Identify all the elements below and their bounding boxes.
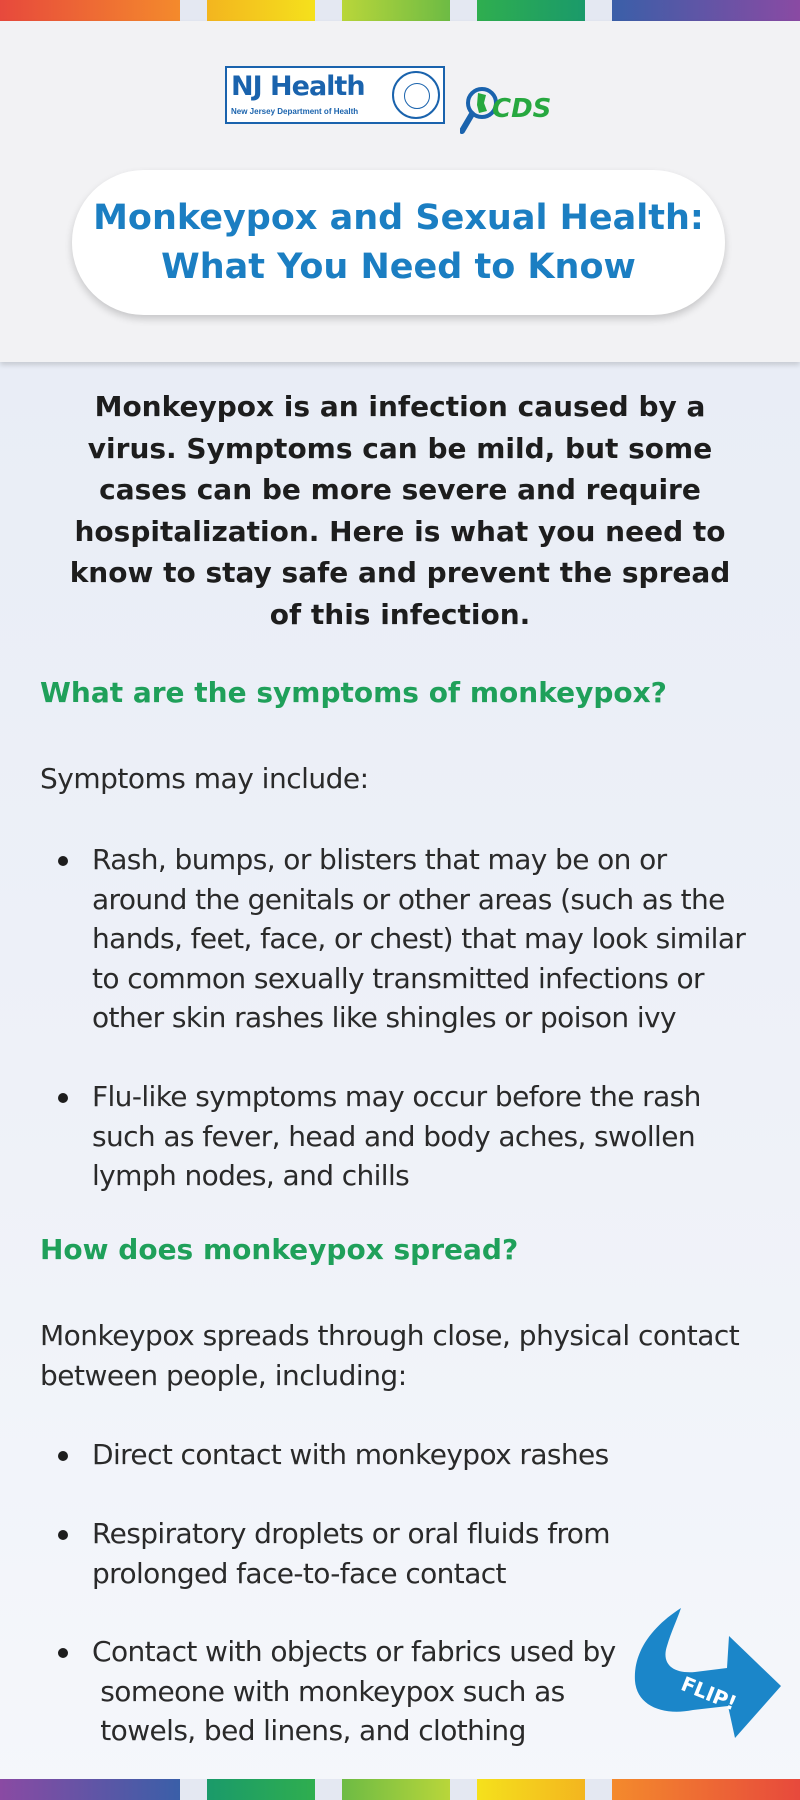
stripe-8 [342,1779,450,1800]
list-item-line: prolonged face-to-face contact [92,1556,506,1590]
list-item [0,840,760,1038]
stripe-10 [612,1779,800,1800]
list-item-line: around the genitals or other areas (such as the [92,882,725,916]
spread-lead-line: between people, including: [40,1359,407,1392]
list-item [0,1077,760,1196]
list-item-line: towels, bed linens, and clothing [92,1714,526,1747]
title-line-2: What You Need to Know [161,246,636,287]
symptoms-heading: What are the symptoms of monkeypox? [40,676,667,709]
list-item-line: lymph nodes, and chills [92,1159,410,1192]
cds-logo-text: CDS [492,94,552,124]
top-color-stripe [0,0,800,21]
spread-list-1 [0,1435,760,1475]
list-item-line: Contact with objects or fabrics used by [92,1635,616,1668]
bullet-icon [58,1451,68,1461]
stripe-4 [477,0,585,21]
intro-line: hospitalization. Here is what you need to [74,514,726,548]
nj-health-logo-subtitle: New Jersey Department of Health [231,107,359,116]
list-item-line: to common sexually transmitted infections or [92,961,704,995]
spread-list-2 [0,1514,760,1593]
intro-line: know to stay safe and prevent the spread [69,556,731,589]
intro-line: Monkeypox is an infection caused by a [94,390,706,423]
stripe-6 [0,1779,180,1800]
flip-label: FLIP! [677,1671,741,1716]
symptoms-list-2 [0,1077,760,1196]
list-item [0,1435,760,1475]
intro-paragraph [40,386,760,635]
nj-seal-icon [392,71,440,119]
spread-lead-line: Monkeypox spreads through close, physical contact [40,1319,740,1352]
list-item-line: hands, feet, face, or chest) that may look similar [92,922,746,955]
list-item-line: other skin rashes like shingles or poison ivy [92,1001,676,1034]
nj-health-logo [225,66,445,124]
bullet-icon [58,1093,68,1103]
bottom-color-stripe [0,1779,800,1800]
flip-button[interactable] [633,1606,783,1746]
stripe-7 [207,1779,315,1800]
stripe-2 [207,0,315,21]
bullet-icon [58,1648,68,1658]
flip-arrow-icon [633,1606,783,1746]
title-line-1: Monkeypox and Sexual Health: [93,197,704,238]
list-item-line: Respiratory droplets or oral fluids from [92,1517,610,1550]
stripe-5 [612,0,800,21]
page-title [93,194,704,292]
stripe-1 [0,0,180,21]
list-item-line: Direct contact with monkeypox rashes [92,1438,609,1471]
intro-line: virus. Symptoms can be mild, but some [87,431,713,465]
list-item-line: such as fever, head and body aches, swollen [92,1119,696,1153]
intro-line: of this infection. [269,597,531,631]
title-banner [72,170,725,315]
bullet-icon [58,1530,68,1540]
cds-logo [460,83,580,143]
spread-heading: How does monkeypox spread? [40,1233,519,1266]
list-item-line: someone with monkeypox such as [92,1674,565,1708]
spread-lead [40,1316,760,1396]
stripe-3 [342,0,450,21]
symptoms-lead: Symptoms may include: [40,762,369,795]
symptoms-list [0,840,760,1038]
list-item-line: Rash, bumps, or blisters that may be on or [92,843,667,876]
intro-line: cases can be more severe and require [99,473,701,506]
list-item [0,1514,760,1593]
list-item-line: Flu-like symptoms may occur before the rash [92,1080,701,1113]
bullet-icon [58,856,68,866]
stripe-9 [477,1779,585,1800]
nj-health-logo-text: NJ Health [231,71,365,102]
